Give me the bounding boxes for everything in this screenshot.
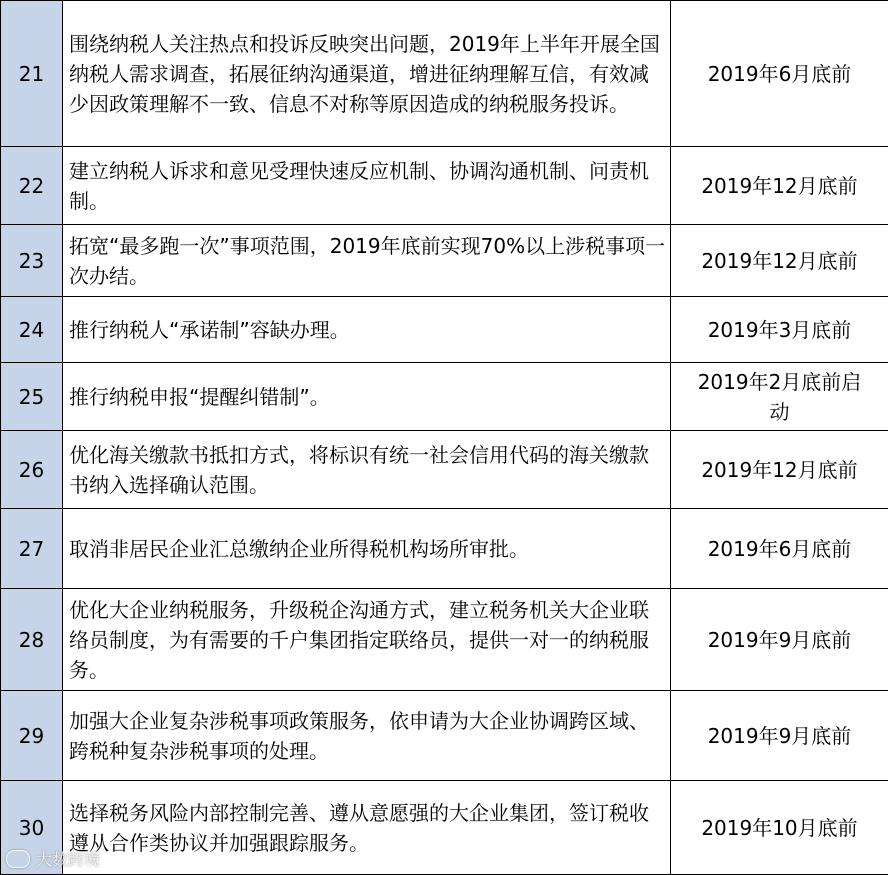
measure-description: 选择税务风险内部控制完善、遵从意愿强的大企业集团，签订税收遵从合作类协议并加强跟踪服务。 <box>63 781 671 875</box>
row-number: 22 <box>1 147 63 225</box>
table-row <box>1 509 888 589</box>
deadline: 2019年9月底前 <box>671 589 888 691</box>
deadline: 2019年3月底前 <box>671 297 888 363</box>
measure-description: 建立纳税人诉求和意见受理快速反应机制、协调沟通机制、问责机制。 <box>63 147 671 225</box>
measure-description: 加强大企业复杂涉税事项政策服务，依申请为大企业协调跨区域、跨税种复杂涉税事项的处理。 <box>63 691 671 781</box>
row-number: 30 <box>1 781 63 875</box>
table-row <box>1 589 888 691</box>
deadline: 2019年6月底前 <box>671 1 888 147</box>
measure-description: 推行纳税申报“提醒纠错制”。 <box>63 363 671 431</box>
measure-description: 围绕纳税人关注热点和投诉反映突出问题，2019年上半年开展全国纳税人需求调查，拓展征纳沟通渠道，增进征纳理解互信，有效减少因政策理解不一致、信息不对称等原因造成的纳税服务投诉。 <box>63 1 671 147</box>
table-row <box>1 147 888 225</box>
measure-description: 推行纳税人“承诺制”容缺办理。 <box>63 297 671 363</box>
table-row <box>1 781 888 875</box>
deadline: 2019年12月底前 <box>671 431 888 509</box>
deadline: 2019年9月底前 <box>671 691 888 781</box>
row-number: 27 <box>1 509 63 589</box>
deadline: 2019年12月底前 <box>671 147 888 225</box>
row-number: 21 <box>1 1 63 147</box>
row-number: 23 <box>1 225 63 297</box>
watermark-logo-icon <box>6 850 30 868</box>
measure-description: 拓宽“最多跑一次”事项范围，2019年底前实现70%以上涉税事项一次办结。 <box>63 225 671 297</box>
table-row <box>1 363 888 431</box>
row-number: 29 <box>1 691 63 781</box>
deadline: 2019年12月底前 <box>671 225 888 297</box>
row-number: 25 <box>1 363 63 431</box>
watermark-text: 大数跨境 <box>36 847 100 870</box>
measure-description: 取消非居民企业汇总缴纳企业所得税机构场所审批。 <box>63 509 671 589</box>
row-number: 28 <box>1 589 63 691</box>
measure-description: 优化海关缴款书抵扣方式，将标识有统一社会信用代码的海关缴款书纳入选择确认范围。 <box>63 431 671 509</box>
table-row <box>1 691 888 781</box>
table-row <box>1 1 888 147</box>
measure-description: 优化大企业纳税服务，升级税企沟通方式，建立税务机关大企业联络员制度，为有需要的千户集团指定联络员，提供一对一的纳税服务。 <box>63 589 671 691</box>
row-number: 24 <box>1 297 63 363</box>
table-row <box>1 431 888 509</box>
deadline: 2019年2月底前启动 <box>671 363 888 431</box>
deadline: 2019年10月底前 <box>671 781 888 875</box>
table-row <box>1 297 888 363</box>
row-number: 26 <box>1 431 63 509</box>
deadline: 2019年6月底前 <box>671 509 888 589</box>
watermark <box>6 847 100 870</box>
table-row <box>1 225 888 297</box>
